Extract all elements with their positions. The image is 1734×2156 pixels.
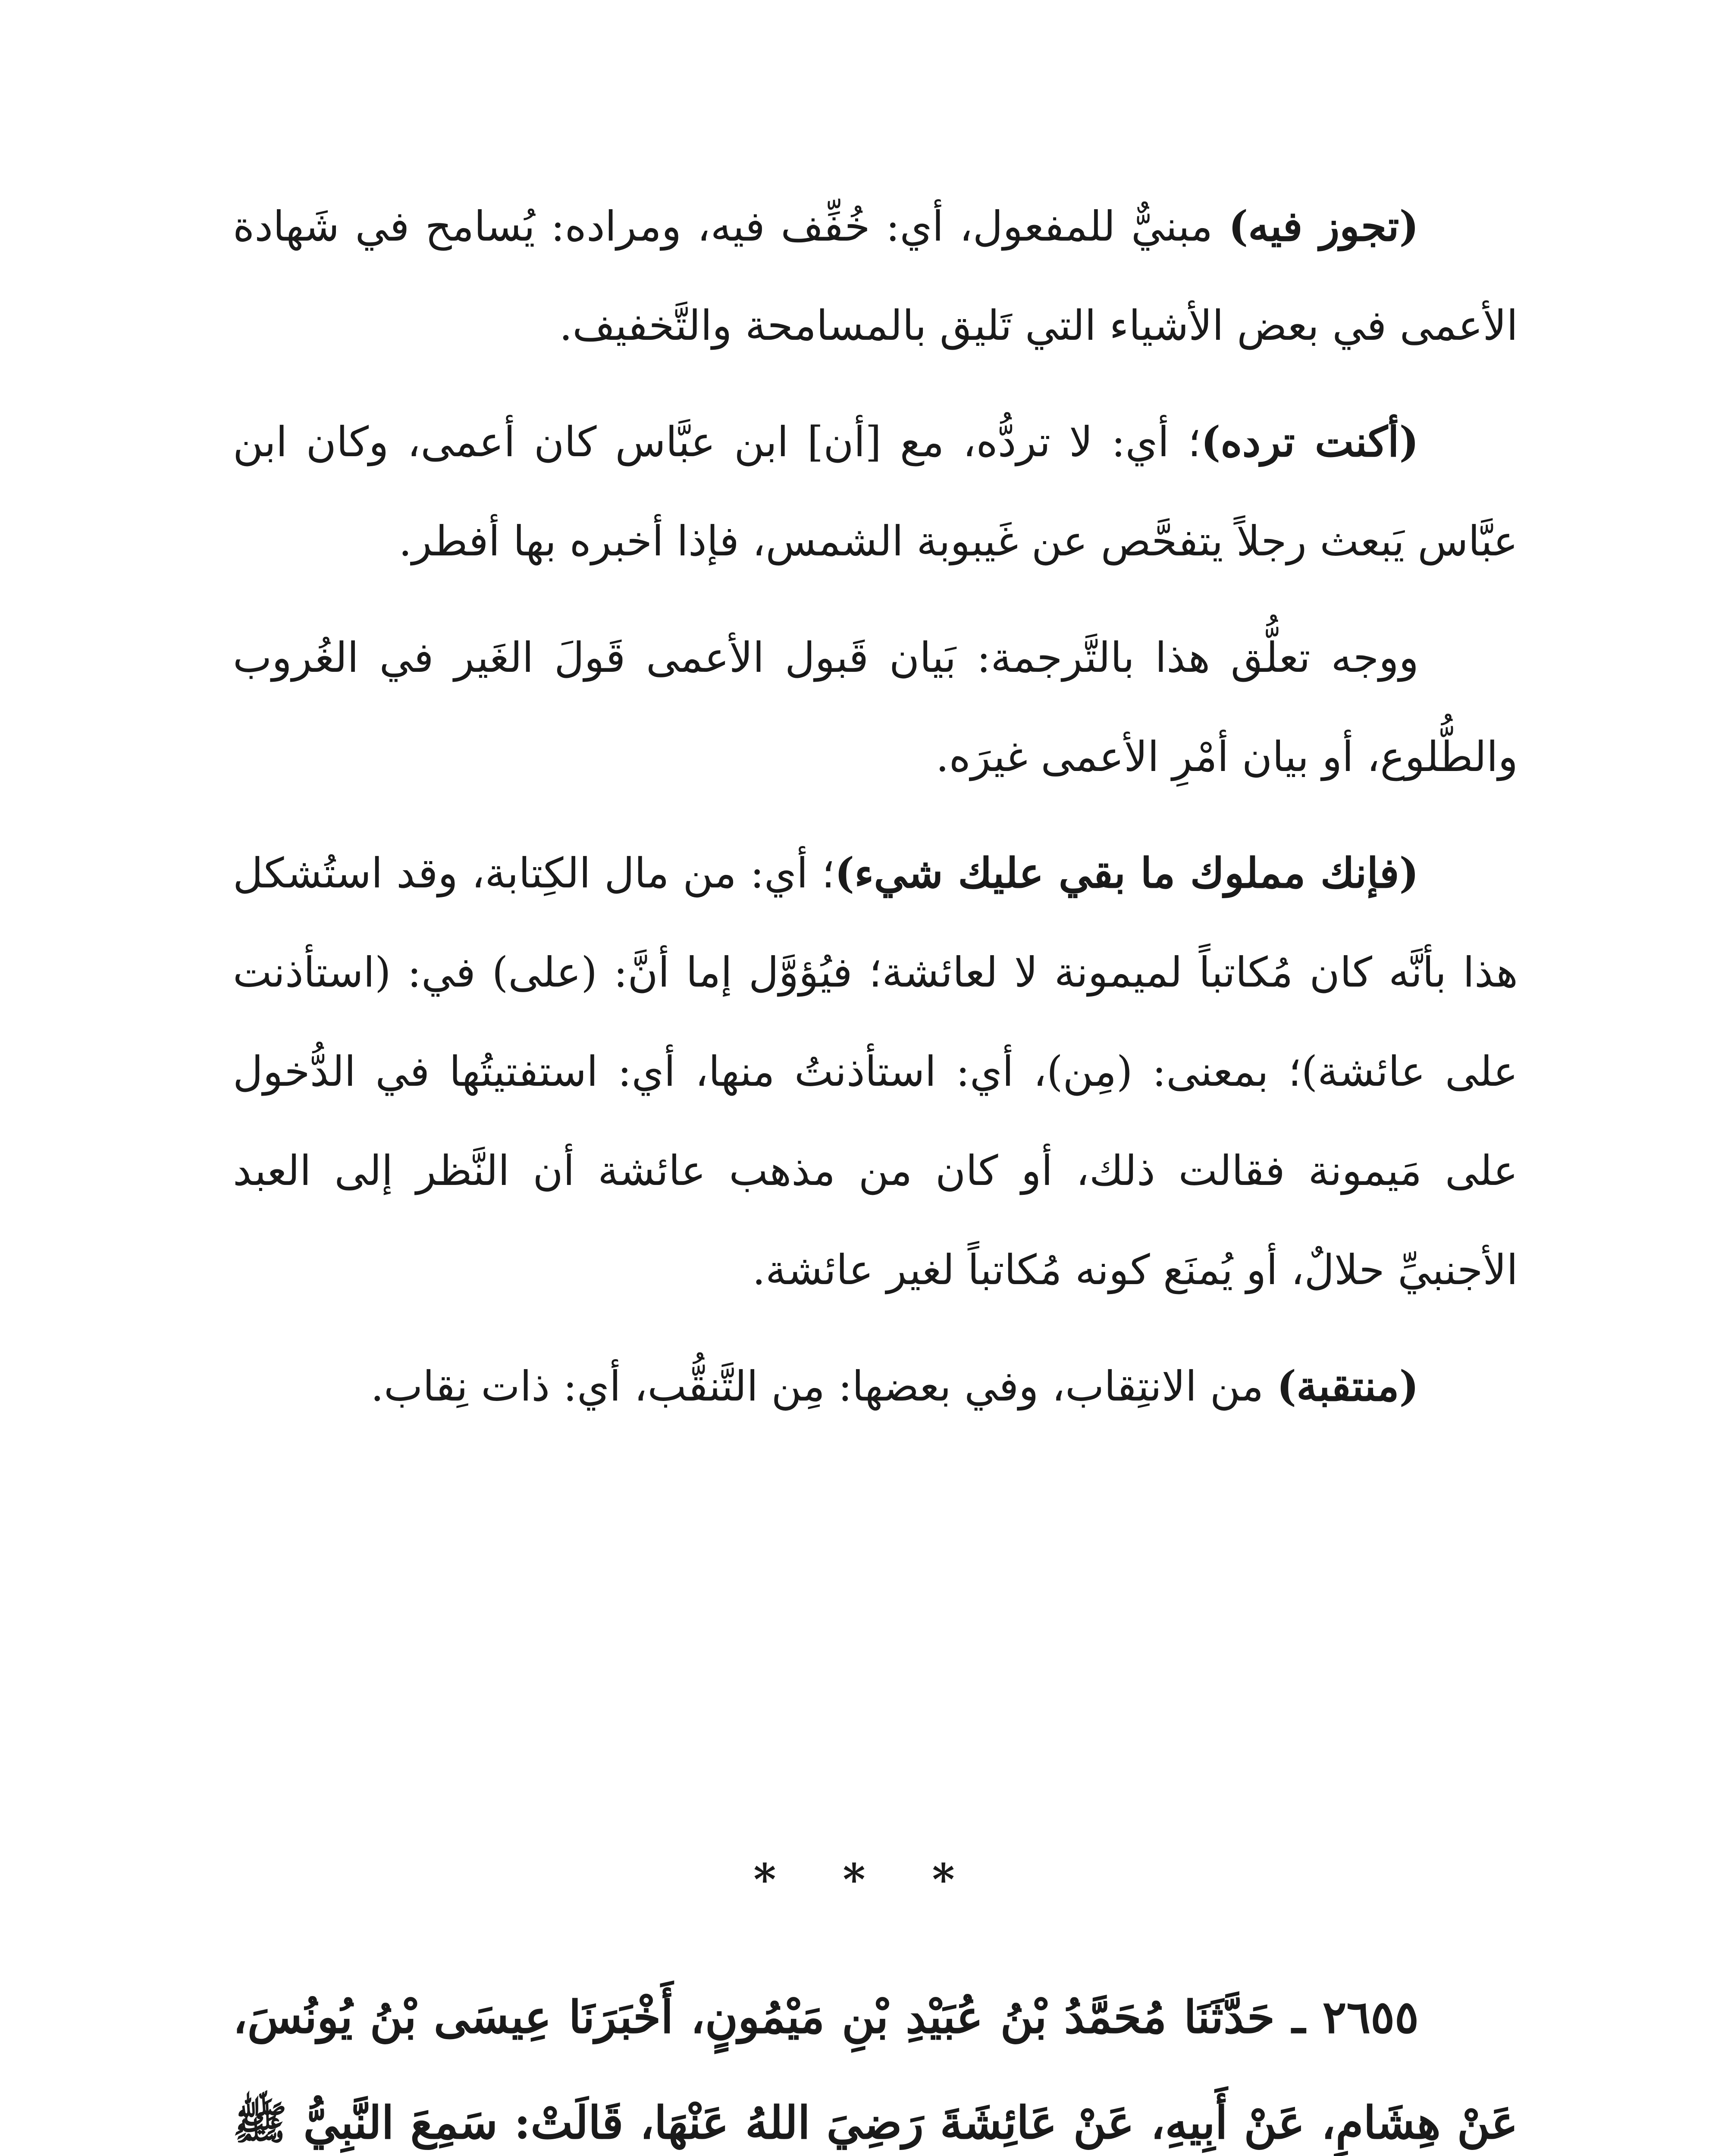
commentary-lemma: (فإنك مملوك ما بقي عليك شيء) xyxy=(834,849,1419,897)
commentary-text: ؛ أي: لا تردُّه، مع [أن] ابن عبَّاس كان أعمى، وكان ابن عبَّاس يَبعث رجلاً يتفحَّص عن غَيبوبة الشمس، فإذا أخبره بها أفطر. xyxy=(233,418,1518,565)
commentary-lemma: (منتقبة) xyxy=(1276,1362,1419,1410)
commentary-text: ووجه تعلُّق هذا بالتَّرجمة: بَيان قَبول الأعمى قَولَ الغَير في الغُروب والطُّلوع، أو بيان أمْرِ الأعمى غيرَه. xyxy=(233,633,1518,781)
commentary-lemma: (تجوز فيه) xyxy=(1228,202,1419,251)
commentary-text: ؛ أي: من مال الكِتابة، وقد استُشكل هذا بأنَّه كان مُكاتباً لميمونة لا لعائشة؛ فيُؤوَّل إما أنَّ: (على) في: (استأذنت على عائشة)؛ بمعنى: (مِن)، أي: استأذنتُ منها، أي: استفتيتُها في الدُّخول على مَيمونة فقالت ذلك، أو كان من مذهب عائشة أن النَّظر إلى العبد الأجنبيِّ حلالٌ، أو يُمنَع كونه مُكاتباً لغير عائشة. xyxy=(233,849,1518,1294)
commentary-text: من الانتِقاب، وفي بعضها: مِن التَّنقُّب، أي: ذات نِقاب. xyxy=(370,1362,1277,1410)
commentary-section xyxy=(233,177,1518,1453)
commentary-paragraph xyxy=(233,392,1518,591)
section-separator: * * * xyxy=(753,1854,981,1905)
commentary-text: مبنيٌّ للمفعول، أي: خُفِّف فيه، ومراده: يُسامح في شَهادة الأعمى في بعض الأشياء التي تَليق بالمسامحة والتَّخفيف. xyxy=(233,202,1518,350)
hadith-section xyxy=(233,1964,1518,2156)
commentary-paragraph xyxy=(233,1337,1518,1436)
commentary-lemma: (أكنت ترده) xyxy=(1201,417,1419,466)
commentary-paragraph xyxy=(233,177,1518,375)
commentary-paragraph xyxy=(233,824,1518,1319)
hadith-text: ٢٦٥٥ ـ حَدَّثَنَا مُحَمَّدُ بْنُ عُبَيْدِ بْنِ مَيْمُونٍ، أَخْبَرَنَا عِيسَى بْنُ يُونُسَ، عَنْ هِشَامٍ، عَنْ أَبِيهِ، عَنْ عَائِشَةَ رَضِيَ اللهُ عَنْهَا، قَالَتْ: سَمِعَ النَّبِيُّ ﷺ xyxy=(233,1990,1518,2149)
commentary-paragraph xyxy=(233,608,1518,806)
